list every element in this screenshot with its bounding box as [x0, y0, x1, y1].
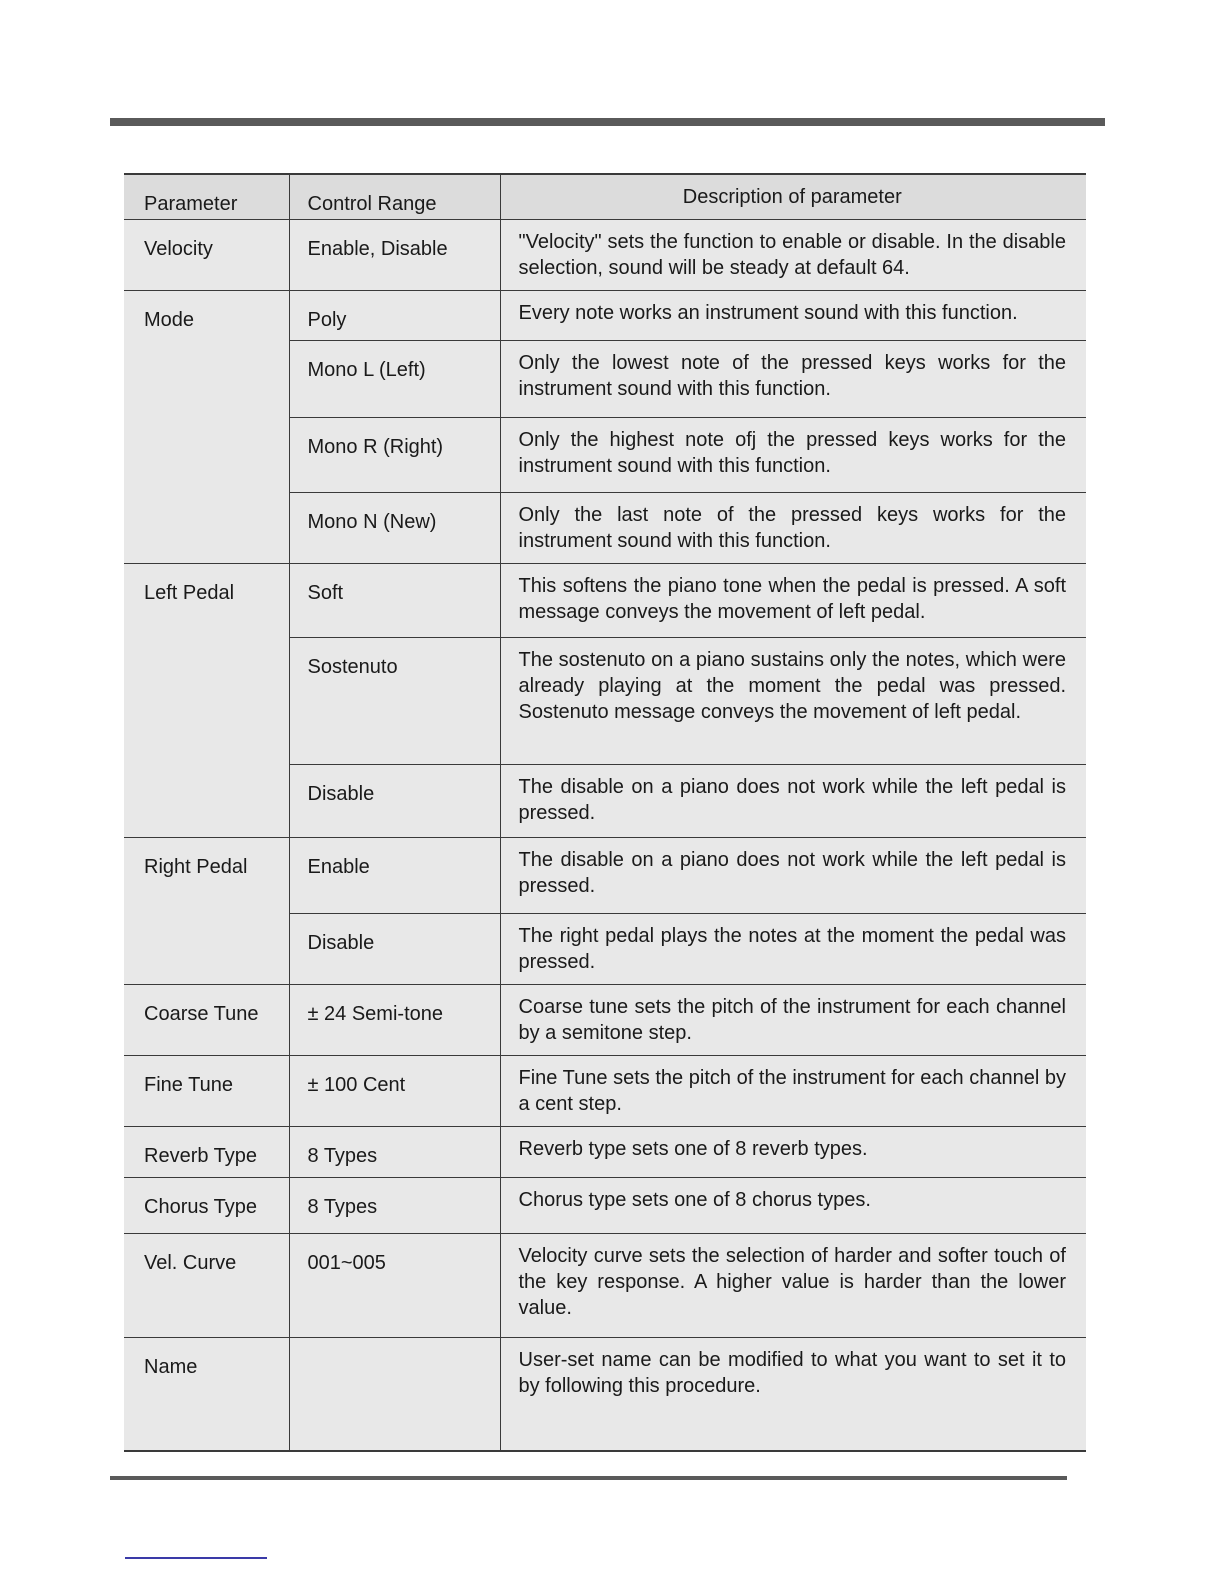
control-range-cell: Poly	[289, 291, 500, 341]
control-range-cell	[289, 1338, 500, 1451]
control-range-cell: 8 Types	[289, 1178, 500, 1234]
control-range-cell: Mono R (Right)	[289, 418, 500, 493]
description-cell: The disable on a piano does not work while the left pedal is pressed.	[500, 838, 1086, 914]
control-range-cell: 8 Types	[289, 1127, 500, 1178]
description-cell: Only the lowest note of the pressed keys works for the instrument sound with this function.	[500, 341, 1086, 418]
control-range-cell: 001~005	[289, 1234, 500, 1338]
table-row	[124, 564, 1086, 638]
description-cell: The sostenuto on a piano sustains only the notes, which were already playing at the moment the pedal was pressed. Sostenuto message conveys the movement of left pedal.	[500, 638, 1086, 765]
control-range-cell: ± 24 Semi-tone	[289, 985, 500, 1056]
table-row	[124, 1178, 1086, 1234]
description-cell: Chorus type sets one of 8 chorus types.	[500, 1178, 1086, 1234]
parameter-cell: Chorus Type	[124, 1178, 289, 1234]
footer-link-underline	[125, 1557, 267, 1559]
parameter-cell: Left Pedal	[124, 564, 289, 838]
control-range-cell: ± 100 Cent	[289, 1056, 500, 1127]
table-body	[124, 220, 1086, 1451]
table-header-row	[124, 174, 1086, 220]
table-row	[124, 838, 1086, 914]
control-range-cell: Mono L (Left)	[289, 341, 500, 418]
description-cell: Coarse tune sets the pitch of the instrument for each channel by a semitone step.	[500, 985, 1086, 1056]
description-cell: This softens the piano tone when the pedal is pressed. A soft message conveys the movement of left pedal.	[500, 564, 1086, 638]
table-row	[124, 1234, 1086, 1338]
parameter-cell: Fine Tune	[124, 1056, 289, 1127]
table-row	[124, 220, 1086, 291]
control-range-cell: Disable	[289, 914, 500, 985]
description-cell: Only the last note of the pressed keys works for the instrument sound with this function.	[500, 493, 1086, 564]
table-row	[124, 985, 1086, 1056]
description-cell: "Velocity" sets the function to enable or disable. In the disable selection, sound will be steady at default 64.	[500, 220, 1086, 291]
footer-rule	[110, 1476, 1067, 1480]
control-range-cell: Soft	[289, 564, 500, 638]
description-cell: Velocity curve sets the selection of harder and softer touch of the key response. A higher value is harder than the lower value.	[500, 1234, 1086, 1338]
parameter-cell: Coarse Tune	[124, 985, 289, 1056]
description-cell: Only the highest note ofj the pressed keys works for the instrument sound with this function.	[500, 418, 1086, 493]
table-row	[124, 1338, 1086, 1451]
parameter-cell: Velocity	[124, 220, 289, 291]
header-control-range: Control Range	[289, 174, 500, 220]
parameter-cell: Vel. Curve	[124, 1234, 289, 1338]
control-range-cell: Sostenuto	[289, 638, 500, 765]
parameter-cell: Mode	[124, 291, 289, 564]
description-cell: The right pedal plays the notes at the moment the pedal was pressed.	[500, 914, 1086, 985]
description-cell: The disable on a piano does not work while the left pedal is pressed.	[500, 765, 1086, 838]
control-range-cell: Disable	[289, 765, 500, 838]
table-row	[124, 1056, 1086, 1127]
control-range-cell: Mono N (New)	[289, 493, 500, 564]
header-description: Description of parameter	[500, 174, 1086, 220]
parameter-cell: Right Pedal	[124, 838, 289, 985]
table-row	[124, 1127, 1086, 1178]
description-cell: Every note works an instrument sound with this function.	[500, 291, 1086, 341]
parameter-table	[124, 173, 1086, 1452]
parameter-cell: Reverb Type	[124, 1127, 289, 1178]
table-row	[124, 291, 1086, 341]
parameter-cell: Name	[124, 1338, 289, 1451]
control-range-cell: Enable	[289, 838, 500, 914]
header-parameter: Parameter	[124, 174, 289, 220]
description-cell: Reverb type sets one of 8 reverb types.	[500, 1127, 1086, 1178]
control-range-cell: Enable, Disable	[289, 220, 500, 291]
header-rule	[110, 118, 1105, 126]
description-cell: Fine Tune sets the pitch of the instrument for each channel by a cent step.	[500, 1056, 1086, 1127]
description-cell: User-set name can be modified to what you want to set it to by following this procedure.	[500, 1338, 1086, 1451]
